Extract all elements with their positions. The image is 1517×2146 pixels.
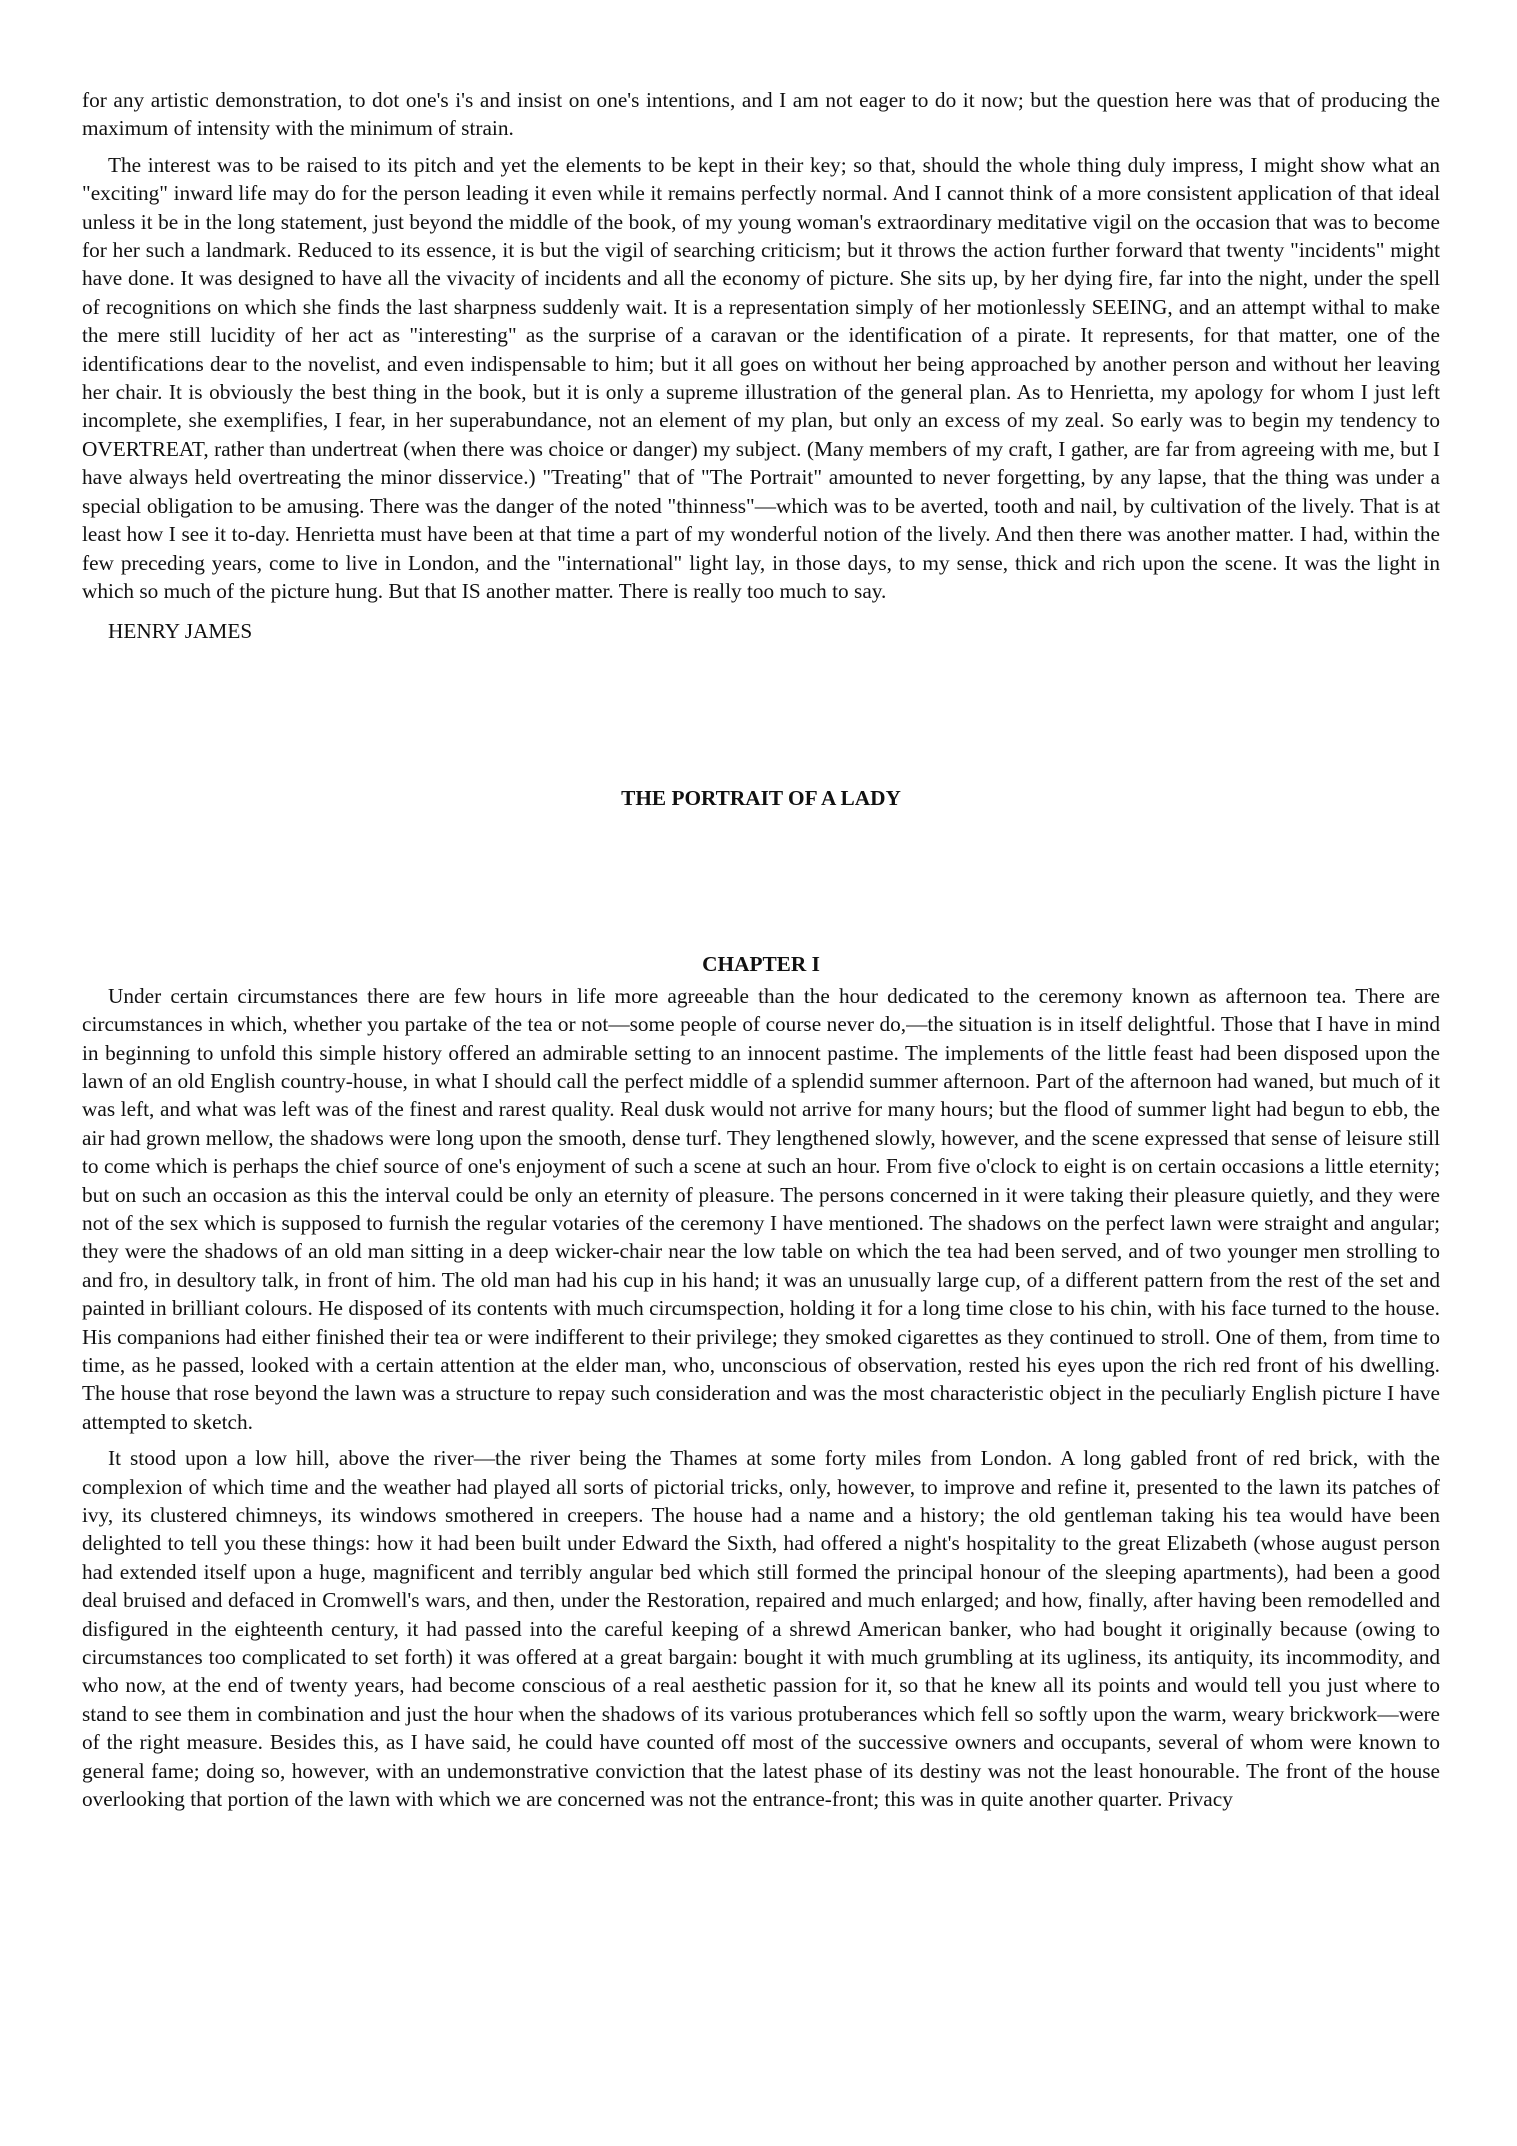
chapter-paragraph-1: Under certain circumstances there are few hours in life more agreeable than the hour dedicated to the ceremony known as afternoon tea. There are circumstances in which, whether you partake of the tea or not—some people of course never do,—the situation is in itself delightful. Those that I have in mind in beginning to unfold this simple history offered an admirable setting to an innocent pastime. The implements of the little feast had been disposed upon the lawn of an old English country-house, in what I should call the perfect middle of a splendid summer afternoon. Part of the afternoon had waned, but much of it was left, and what was left was of the finest and rarest quality. Real dusk would not arrive for many hours; but the flood of summer light had begun to ebb, the air had grown mellow, the shadows were long upon the smooth, dense turf. They lengthened slowly, however, and the scene expressed that sense of leisure still to come which is perhaps the chief source of one's enjoyment of such a scene at such an hour. From five o'clock to eight is on certain occasions a little eternity; but on such an occasion as this the interval could be only an eternity of pleasure. The persons concerned in it were taking their pleasure quietly, and they were not of the sex which is supposed to furnish the regular votaries of the ceremony I have mentioned. The shadows on the perfect lawn were straight and angular; they were the shadows of an old man sitting in a deep wicker-chair near the low table on which the tea had been served, and of two younger men strolling to and fro, in desultory talk, in front of him. The old man had his cup in his hand; it was an unusually large cup, of a different pattern from the rest of the set and painted in brilliant colours. He disposed of its contents with much circumspection, holding it for a long time close to his chin, with his face turned to the house. His companions had either finished their tea or were indifferent to their privilege; they smoked cigarettes as they continued to stroll. One of them, from time to time, as he passed, looked with a certain attention at the elder man, who, unconscious of observation, rested his eyes upon the rich red front of his dwelling. The house that rose beyond the lawn was a structure to repay such consideration and was the most characteristic object in the peculiarly English picture I have attempted to sketch.: [82, 983, 1440, 1434]
chapter-paragraph-2: It stood upon a low hill, above the river—the river being the Thames at some forty miles from London. A long gabled front of red brick, with the complexion of which time and the weather had played all sorts of pictorial tricks, only, however, to improve and refine it, presented to the lawn its patches of ivy, its clustered chimneys, its windows smothered in creepers. The house had a name and a history; the old gentleman taking his tea would have been delighted to tell you these things: how it had been built under Edward the Sixth, had offered a night's hospitality to the great Elizabeth (whose august person had extended itself upon a huge, magnificent and terribly angular bed which still formed the principal honour of the sleeping apartments), had been a good deal bruised and defaced in Cromwell's wars, and then, under the Restoration, repaired and much enlarged; and how, finally, after having been remodelled and disfigured in the eighteenth century, it had passed into the careful keeping of a shrewd American banker, who had bought it originally because (owing to circumstances too complicated to set forth) it was offered at a great bargain: bought it with much grumbling at its ugliness, its antiquity, its incommodity, and who now, at the end of twenty years, had become conscious of a real aesthetic passion for it, so that he knew all its points and would tell you just where to stand to see them in combination and just the hour when the shadows of its various protuberances which fell so softly upon the warm, weary brickwork—were of the right measure. Besides this, as I have said, he could have counted off most of the successive owners and occupants, several of whom were known to general fame; doing so, however, with an undemonstrative conviction that the latest phase of its destiny was not the least honourable. The front of the house overlooking that portion of the lawn with which we are concerned was not the entrance-front; this was in quite another quarter. Privacy: [82, 1446, 1440, 1812]
preface-paragraph-2: The interest was to be raised to its pitch and yet the elements to be kept in their key; so that, should the whole thing duly impress, I might show what an "exciting" inward life may do for the person leading it even while it remains perfectly normal. And I cannot think of a more consistent application of that ideal unless it be in the long statement, just beyond the middle of the book, of my young woman's extraordinary meditative vigil on the occasion that was to become for her such a landmark. Reduced to its essence, it is but the vigil of searching criticism; but it throws the action further forward that twenty "incidents" might have done. It was designed to have all the vivacity of incidents and all the economy of picture. She sits up, by her dying fire, far into the night, under the spell of recognitions on which she finds the last sharpness suddenly wait. It is a representation simply of her motionlessly SEEING, and an attempt withal to make the mere still lucidity of her act as "interesting" as the surprise of a caravan or the identification of a pirate. It represents, for that matter, one of the identifications dear to the novelist, and even indispensable to him; but it all goes on without her being approached by another person and without her leaving her chair. It is obviously the best thing in the book, but it is only a supreme illustration of the general plan. As to Henrietta, my apology for whom I just left incomplete, she exemplifies, I fear, in her superabundance, not an element of my plan, but only an excess of my zeal. So early was to begin my tendency to OVERTREAT, rather than undertreat (when there was choice or danger) my subject. (Many members of my craft, I gather, are far from agreeing with me, but I have always held overtreating the minor disservice.) "Treating" that of "The Portrait" amounted to never forgetting, by any lapse, that the thing was under a special obligation to be amusing. There was the danger of the noted "thinness"—which was to be averted, tooth and nail, by cultivation of the lively. That is at least how I see it to-day. Henrietta must have been at that time a part of my wonderful notion of the lively. And then there was another matter. I had, within the few preceding years, come to live in London, and the "international" light lay, in those days, to my sense, thick and rich upon the scene. It was the light in which so much of the picture hung. But that IS another matter. There is really too much to say.: [82, 152, 1440, 603]
preface-paragraph-1: for any artistic demonstration, to dot one's i's and insist on one's intentions, and I am not eager to do it now; but the question here was that of producing the maximum of intensity with the minimum of strain.: [82, 88, 1440, 141]
book-title: THE PORTRAIT OF A LADY: [621, 785, 901, 810]
author-signature: HENRY JAMES: [108, 619, 253, 644]
chapter-heading: CHAPTER I: [702, 951, 820, 976]
document-page: [82, 86, 1440, 1814]
